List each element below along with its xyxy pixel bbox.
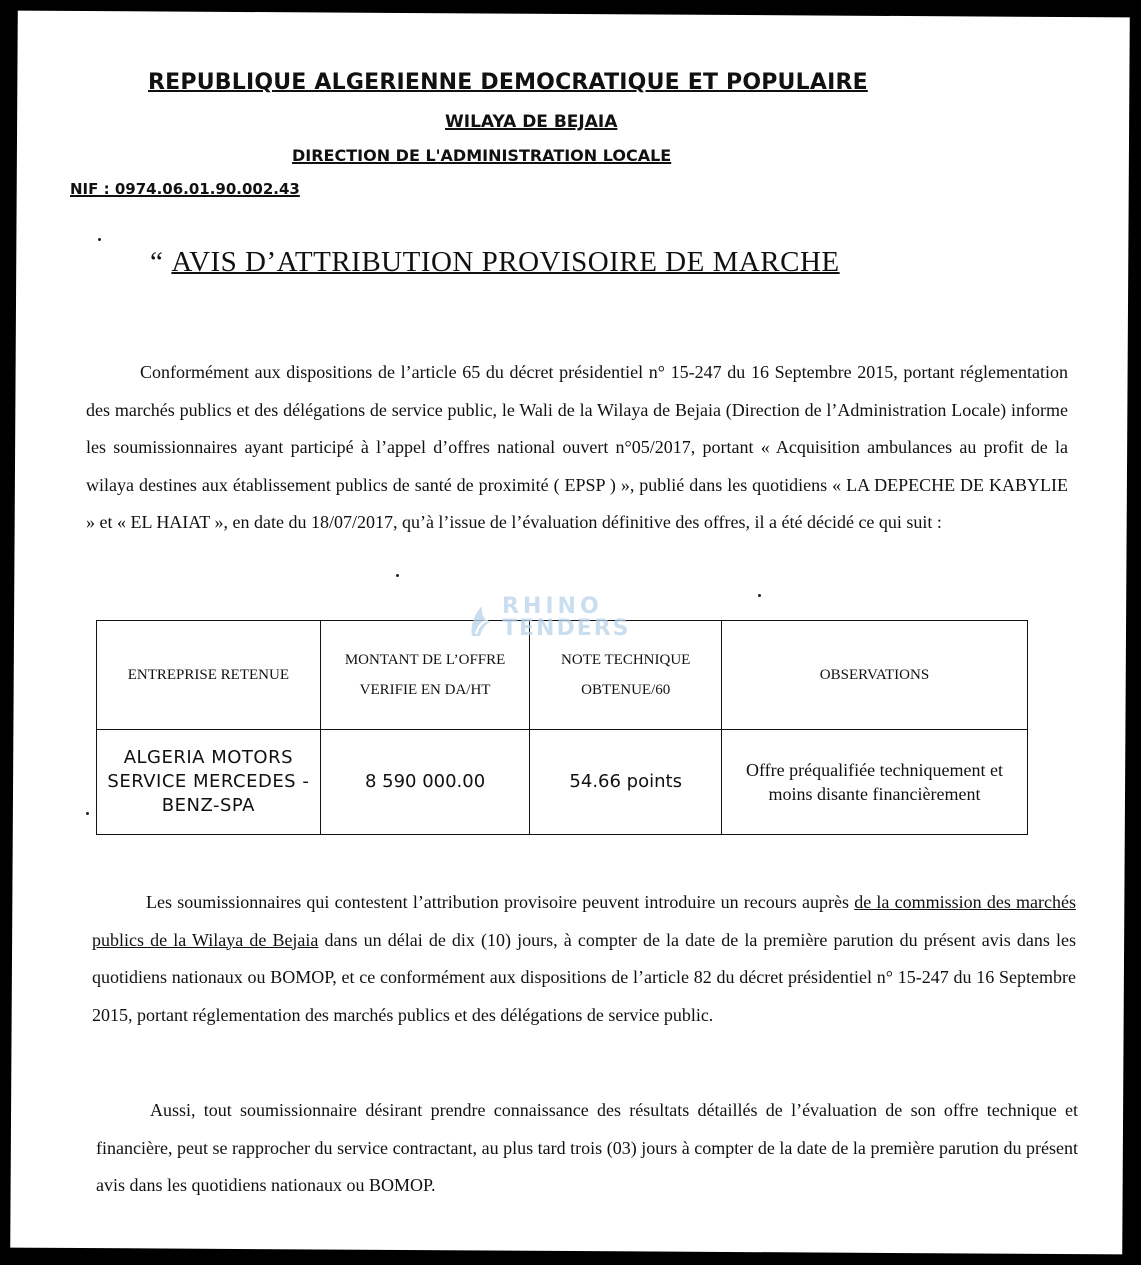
scan-speck (98, 238, 101, 241)
cell-score: 54.66 points (530, 730, 722, 835)
appeal-text-end: dans un délai de dix (10) jours, à compter de la date de la première parution du présent avis dans les quotidiens nationaux ou BOMOP, et ce conformément aux dispositions de l’article 82 du décret présidentiel n° 15-247 du 16 Septembre 2015, portant réglementation des marchés publics et des délégations de service public. (92, 929, 1076, 1025)
scan-speck (86, 812, 89, 815)
paragraph-appeal (92, 884, 1076, 1034)
award-table (96, 616, 1028, 835)
nif-number: NIF : 0974.06.01.90.002.43 (70, 180, 300, 198)
direction-heading: DIRECTION DE L'ADMINISTRATION LOCALE (292, 146, 672, 165)
appeal-text-start: Les soumissionnaires qui contestent l’attribution provisoire peuvent introduire un recours auprès (146, 892, 855, 912)
header-company: ENTREPRISE RETENUE (97, 621, 321, 730)
header-observations: OBSERVATIONS (722, 621, 1028, 730)
paragraph-results: Aussi, tout soumissionnaire désirant prendre connaissance des résultats détaillés de l’évaluation de son offre technique et financière, peut se rapprocher du service contractant, au plus tard trois (03) jours à compter de la date de la première parution du présent avis dans les quotidiens nationaux ou BOMOP. (96, 1100, 1078, 1195)
republic-heading: REPUBLIQUE ALGERIENNE DEMOCRATIQUE ET POPULAIRE (148, 70, 868, 95)
header-amount: MONTANT DE L’OFFRE VERIFIE EN DA/HT (320, 621, 530, 730)
title-quote-mark: “ (150, 246, 164, 278)
watermark-line-1: RHINO (502, 594, 603, 619)
rhino-logo-icon (466, 600, 496, 640)
scan-speck (758, 594, 761, 597)
cell-amount: 8 590 000.00 (320, 730, 530, 835)
cell-observation: Offre préqualifiée techniquement et moins disante financièrement (722, 730, 1028, 835)
wilaya-heading: WILAYA DE BEJAIA (445, 112, 618, 132)
notice-title (150, 246, 840, 279)
watermark-line-2: TENDERS (502, 616, 631, 641)
table-row (97, 730, 1028, 835)
scan-speck (396, 574, 399, 577)
title-text: AVIS D’ATTRIBUTION PROVISOIRE DE MARCHE (171, 246, 840, 278)
cell-company: ALGERIA MOTORS SERVICE MERCEDES -BENZ-SPA (97, 730, 321, 835)
appeal-commission: de la commission des marchés publics de la Wilaya de Bejaia (92, 892, 1077, 950)
paragraph-introduction: Conformément aux dispositions de l’article 65 du décret présidentiel n° 15-247 du 16 Septembre 2015, portant réglementation des marchés publics et des délégations de service public, le Wali de la Wilaya de Bejaia (Direction de l’Administration Locale) informe les soumissionnaires ayant participé à l’appel d’offres national ouvert n°05/2017, portant « Acquisition ambulances au profit de la wilaya destines aux établissement publics de santé de proximité ( EPSP ) », publié dans les quotidiens « LA DEPECHE DE KABYLIE » et « EL HAIAT », en date du 18/07/2017, qu’à l’issue de l’évaluation définitive des offres, il a été décidé ce qui suit : (86, 362, 1068, 532)
header-score: NOTE TECHNIQUE OBTENUE/60 (530, 621, 722, 730)
